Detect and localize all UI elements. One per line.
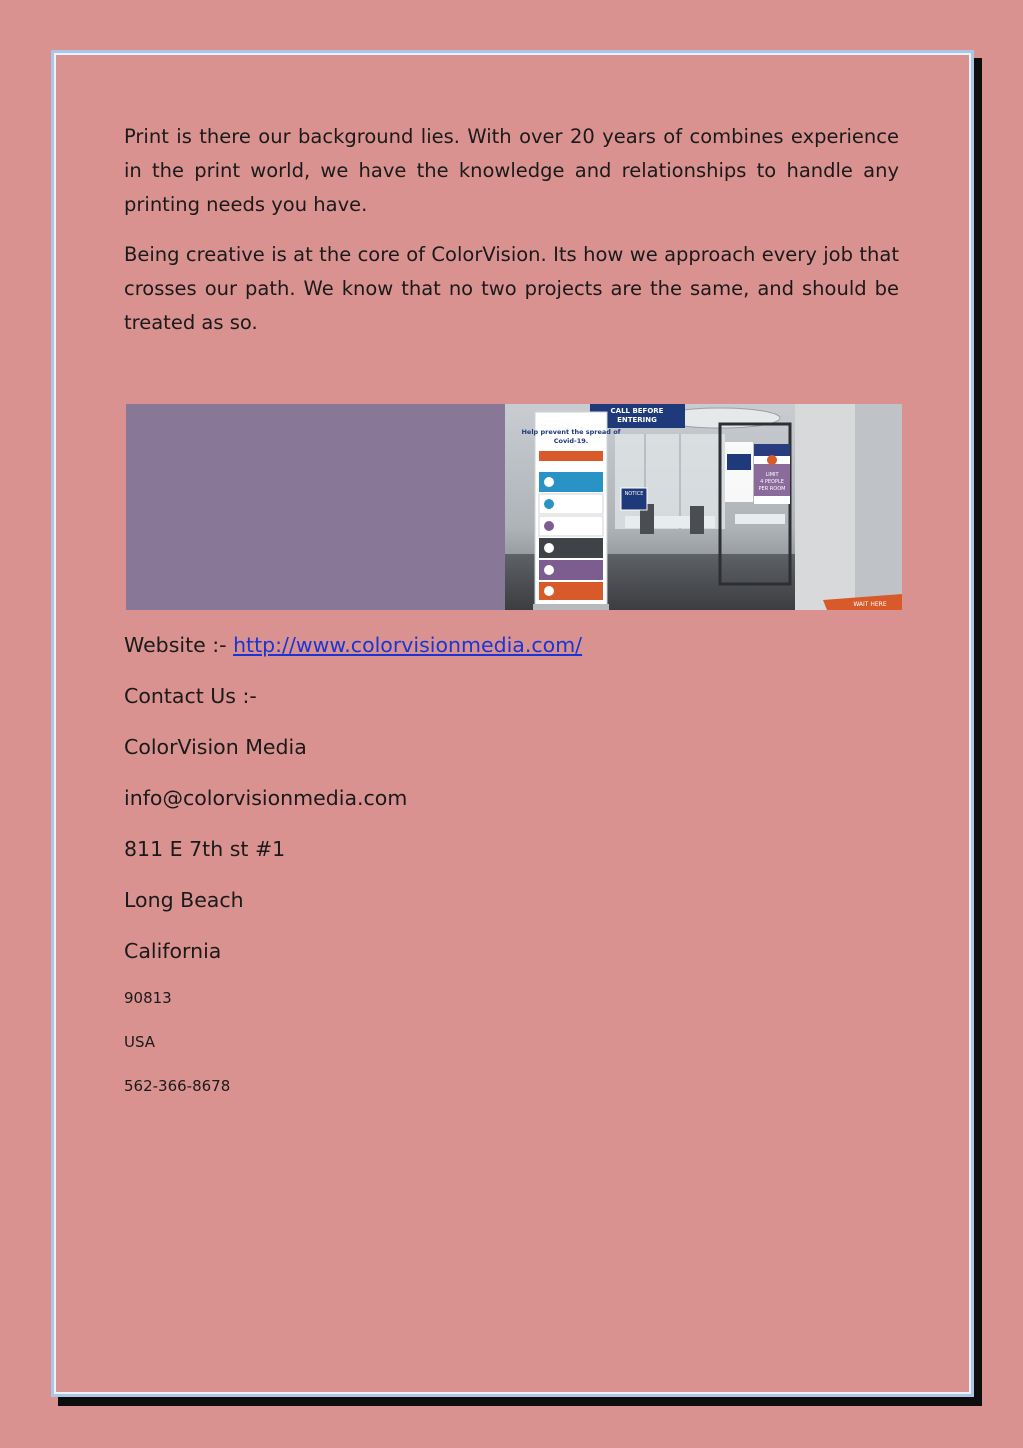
limit-sign: LIMIT (765, 472, 779, 478)
banner-image (126, 404, 902, 610)
contact-email: info@colorvisionmedia.com (124, 786, 408, 810)
intro-text (124, 120, 899, 356)
phone-number: 562-366-8678 (124, 1077, 231, 1095)
standee-title: Help prevent the spread of (521, 428, 621, 436)
state: California (124, 939, 222, 963)
city: Long Beach (124, 888, 244, 912)
svg-text:ENTERING: ENTERING (617, 416, 657, 424)
svg-text:PER ROOM: PER ROOM (758, 486, 786, 492)
website-link[interactable]: http://www.colorvisionmedia.com/ (233, 633, 583, 657)
floor-decal: WAIT HERE (853, 601, 887, 608)
svg-text:Covid-19.: Covid-19. (553, 437, 589, 445)
street-address: 811 E 7th st #1 (124, 837, 286, 861)
company-name: ColorVision Media (124, 735, 307, 759)
contact-heading: Contact Us :- (124, 684, 257, 708)
contact-section (124, 628, 899, 1117)
website-line (124, 628, 899, 679)
website-label: Website :- (124, 633, 234, 657)
svg-text:4 PEOPLE: 4 PEOPLE (760, 479, 784, 485)
paragraph-background: Print is there our background lies. With over 20 years of combines experience in the print world, we have the knowledge and relationships to handle any printing needs you have. (124, 125, 899, 216)
office-signage-photo (505, 404, 902, 610)
notice-sign: NOTICE (624, 491, 644, 497)
banner-color-block (126, 404, 505, 610)
country: USA (124, 1033, 156, 1051)
call-before-entering-sign: CALL BEFORE (610, 407, 664, 415)
paragraph-creative: Being creative is at the core of ColorVision. Its how we approach every job that crosses our path. We know that no two projects are the same, and should be treated as so. (124, 243, 899, 334)
zip-code: 90813 (124, 989, 172, 1007)
